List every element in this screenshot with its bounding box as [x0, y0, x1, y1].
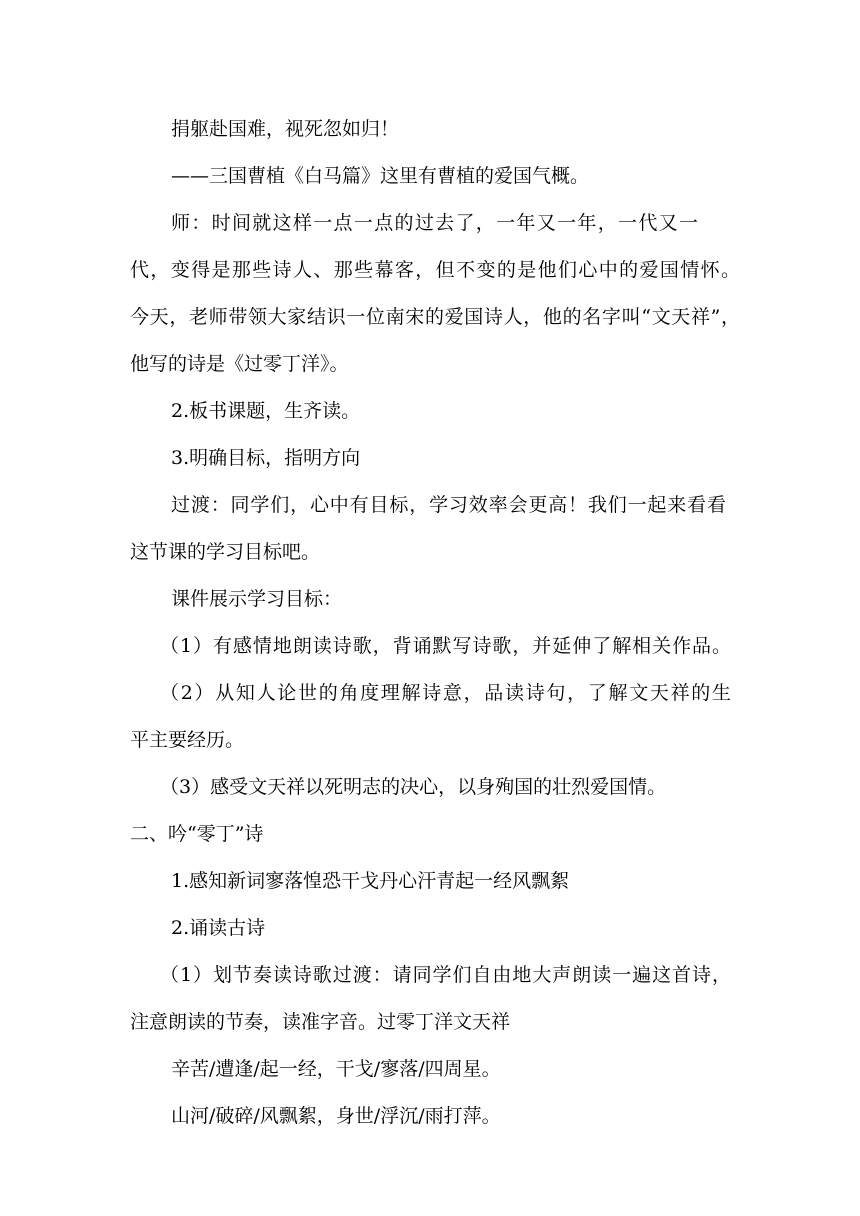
- objective-2-line-1: （2）从知人论世的角度理解诗意，品读诗句，了解文天祥的生: [160, 682, 731, 704]
- objective-3: （3）感受文天祥以死明志的决心，以身殉国的壮烈爱国情。: [160, 776, 667, 798]
- recite-heading: 2.诵读古诗: [171, 917, 266, 939]
- poem-attribution: ——三国曹植《白马篇》这里有曹植的爱国气概。: [171, 165, 590, 187]
- poem-line-1: 捐躯赴国难，视死忽如归！: [171, 118, 400, 140]
- new-words-line: 1.感知新词寥落惶恐干戈丹心汗青起一经风飘絮: [171, 870, 570, 892]
- transition-paragraph-line-2: 这节课的学习目标吧。: [130, 541, 321, 563]
- poem-verse-1: 辛苦/遭逢/起一经，干戈/寥落/四周星。: [171, 1058, 501, 1080]
- rhythm-paragraph-line-1: （1）划节奏读诗歌过渡：请同学们自由地大声朗读一遍这首诗，: [160, 964, 731, 986]
- poem-verse-2: 山河/破碎/风飘絮，身世/浮沉/雨打萍。: [171, 1105, 501, 1127]
- teacher-paragraph-line-4: 他写的诗是《过零丁洋》。: [130, 353, 349, 375]
- transition-paragraph-line-1: 过渡：同学们，心中有目标，学习效率会更高！我们一起来看看: [171, 494, 726, 516]
- section-2-heading: 二、吟“零丁”诗: [130, 823, 264, 845]
- rhythm-paragraph-line-2: 注意朗读的节奏，读准字音。过零丁洋文天祥: [130, 1011, 511, 1033]
- teacher-paragraph-line-3: 今天，老师带领大家结识一位南宋的爱国诗人，他的名字叫“文天祥”，: [130, 306, 740, 328]
- teacher-paragraph-line-2: 代，变得是那些诗人、那些幕客，但不变的是他们心中的爱国情怀。: [130, 259, 740, 281]
- objective-1: （1）有感情地朗读诗歌，背诵默写诗歌，并延伸了解相关作品。: [160, 635, 731, 657]
- step-2-heading: 2.板书课题，生齐读。: [171, 400, 361, 422]
- objective-2-line-2: 平主要经历。: [130, 729, 245, 751]
- teacher-paragraph-line-1: 师：时间就这样一点一点的过去了，一年又一年，一代又一: [171, 212, 698, 234]
- step-3-heading: 3.明确目标，指明方向: [171, 447, 361, 469]
- objectives-intro: 课件展示学习目标：: [171, 588, 343, 610]
